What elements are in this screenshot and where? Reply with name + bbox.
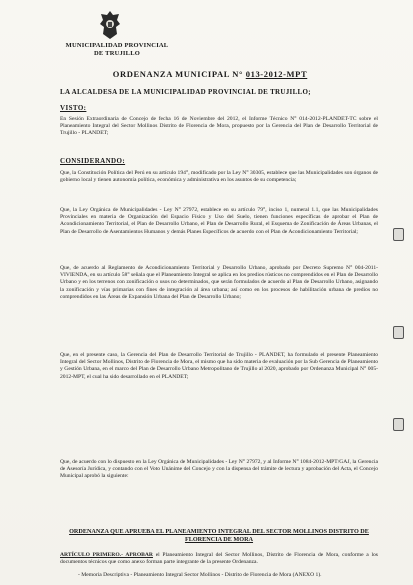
considerando-heading: CONSIDERANDO: xyxy=(60,157,126,165)
authority-line: LA ALCALDESA DE LA MUNICIPALIDAD PROVINCIAL DE TRUJILLO; xyxy=(60,88,311,96)
article-1-label: ARTÍCULO PRIMERO.- APROBAR xyxy=(60,552,153,558)
considerando-paragraph-3: Que, de acuerdo al Reglamento de Acondicionamiento Territorial y Desarrollo Urbano, aprobado por Decreto Supremo N° 004-2011-VIVIENDA, en su artículo 58° señala que el Planeamiento Integral se aplica en los predios rústicos no comprendidos en el Plan de Desarrollo Urbano y en los terrenos con zonificación o usos no determinados, que serán formulados de acuerdo al Plan de Desarrollo Urbano, asignando la zonificación y vías primarias con fines de integración al área urbana; así como en los procesos de habilitación urbana de predios no comprendidos en las Áreas de Expansión Urbana del Plan de Desarrollo Urbano; xyxy=(60,265,378,300)
article-1 xyxy=(60,552,378,566)
municipality-name xyxy=(62,42,172,58)
margin-stamp xyxy=(393,228,404,241)
considerando-paragraph-4: Que, en el presente caso, la Gerencia del Plan de Desarrollo Territorial de Trujillo - PLANDET, ha formulado el presente Planeamiento Integral del Sector Mollinos, Distrito de Florencia de Mora, el mismo que ha sido materia de evaluación por la Sub Gerencia de Planeamiento y Gestión Urbana, en el marco del Plan de Desarrollo Urbano Metropolitano de Trujillo al 2020, aprobado por Ordenanza Municipal N° 005-2012-MPT, el cual ha sido desarrollado en el PLANDET; xyxy=(60,352,378,380)
margin-stamp xyxy=(393,418,404,431)
considerando-paragraph-1: Que, la Constitución Política del Perú en su artículo 194°, modificado por la Ley N° 30305, establece que las Municipalidades son órganos de gobierno local y tienen autonomía política, económica y administrativa en los asuntos de su competencia; xyxy=(60,170,378,184)
municipal-crest-icon xyxy=(98,10,122,40)
ordinance-prefix: ORDENANZA MUNICIPAL N° xyxy=(112,69,244,79)
municipality-line2: DE TRUJILLO xyxy=(94,50,140,57)
margin-stamp xyxy=(393,326,404,339)
visto-heading: VISTO: xyxy=(60,104,87,112)
considerando-paragraph-2: Que, la Ley Orgánica de Municipalidades - Ley N° 27972, establece en su artículo 79°, inciso 1, numeral 1.1, que las Municipalidades Provinciales en materia de Organización del Espacio Físico y Uso del Suelo, tienen funciones específicas de aprobar el Plan de Acondicionamiento Territorial, el Plan de Desarrollo Urbano, el Plan de Desarrollo Rural, el Esquema de Zonificación de Áreas Urbanas, el Plan de Desarrollo de Asentamientos Humanos y demás Planes Específicos de acuerdo con el Plan de Acondicionamiento Territorial; xyxy=(60,207,378,235)
municipality-line1: MUNICIPALIDAD PROVINCIAL xyxy=(65,42,169,49)
ordinance-resolution-title: ORDENANZA QUE APRUEBA EL PLANEAMIENTO INTEGRAL DEL SECTOR MOLLINOS DISTRITO DE FLORENCIA DE MORA xyxy=(69,528,369,543)
ordinance-title xyxy=(90,69,330,79)
article-1-text: el Planeamiento Integral del Sector Mollinos, Distrito de Florencia de Mora, conforme a los documentos técnicos que como anexo forman parte integrante de la presente Ordenanza. xyxy=(60,552,378,566)
article-1-annex: - Memoria Descriptiva - Planeamiento Integral Sector Mollinos - Distrito de Florencia de Mora (ANEXO 1). xyxy=(78,572,322,578)
ordinance-number: 013-2012-MPT xyxy=(245,69,308,79)
visto-paragraph: En Sesión Extraordinaria de Concejo de fecha 16 de Noviembre del 2012, el Informe Técnico N° 014-2012-PLANDET-TC sobre el Planeamiento Integral del Sector Mollinos Distrito de Florencia de Mora, propuesto por la Gerencia del Plan de Desarrollo Territorial de Trujillo - PLANDET; xyxy=(60,116,378,137)
considerando-paragraph-5: Que, de acuerdo con lo dispuesto en la Ley Orgánica de Municipalidades - Ley N° 27972, y al Informe N° 1084-2012-MPT/GAJ, la Gerencia de Asesoría Jurídica, y contando con el Voto Unánime del Concejo y con la dispensa del trámite de lectura y aprobación del Acta, el Concejo Municipal aprobó la siguiente: xyxy=(60,459,378,480)
